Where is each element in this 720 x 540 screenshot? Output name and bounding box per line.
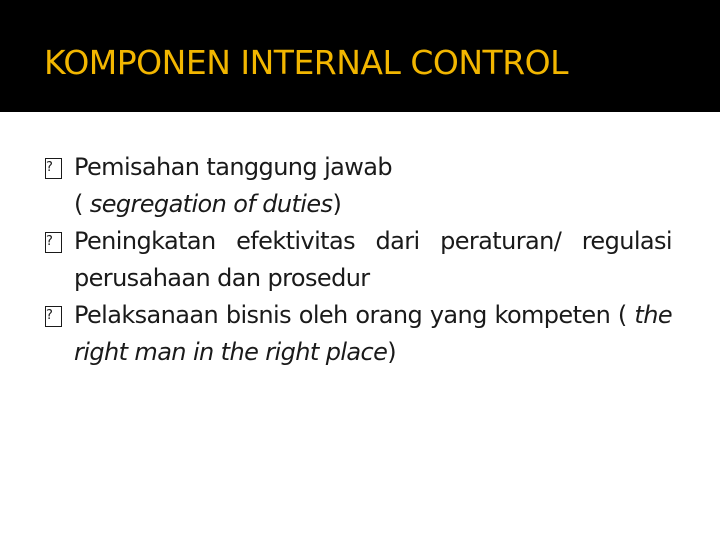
bullet-item-subtext: [74, 186, 672, 223]
paren-close: ): [332, 190, 342, 218]
unknown-glyph-box-icon: [45, 306, 62, 327]
paren-open: (: [74, 190, 90, 218]
unknown-glyph-box-icon: [45, 158, 62, 179]
bullet-item-segregation: [44, 149, 672, 223]
slide-title: KOMPONEN INTERNAL CONTROL: [44, 43, 569, 82]
bullet-item-text: Peningkatan efektivitas dari peraturan/ regulasi perusahaan dan prosedur: [74, 227, 672, 292]
bullet-item-text: Pemisahan tanggung jawab: [74, 153, 393, 181]
bullet-item-competent: [44, 297, 672, 371]
bullet-item-text: Pelaksanaan bisnis oleh orang yang kompeten (: [74, 301, 635, 329]
unknown-glyph-box-icon: [45, 232, 62, 253]
title-bar: [0, 0, 720, 112]
emphasis-text: the right man in the right place: [74, 301, 672, 366]
paren-close: ): [387, 338, 397, 366]
bullet-list: [44, 149, 672, 371]
bullet-item-regulation: [44, 223, 672, 297]
emphasis-text: segregation of duties: [89, 190, 333, 218]
